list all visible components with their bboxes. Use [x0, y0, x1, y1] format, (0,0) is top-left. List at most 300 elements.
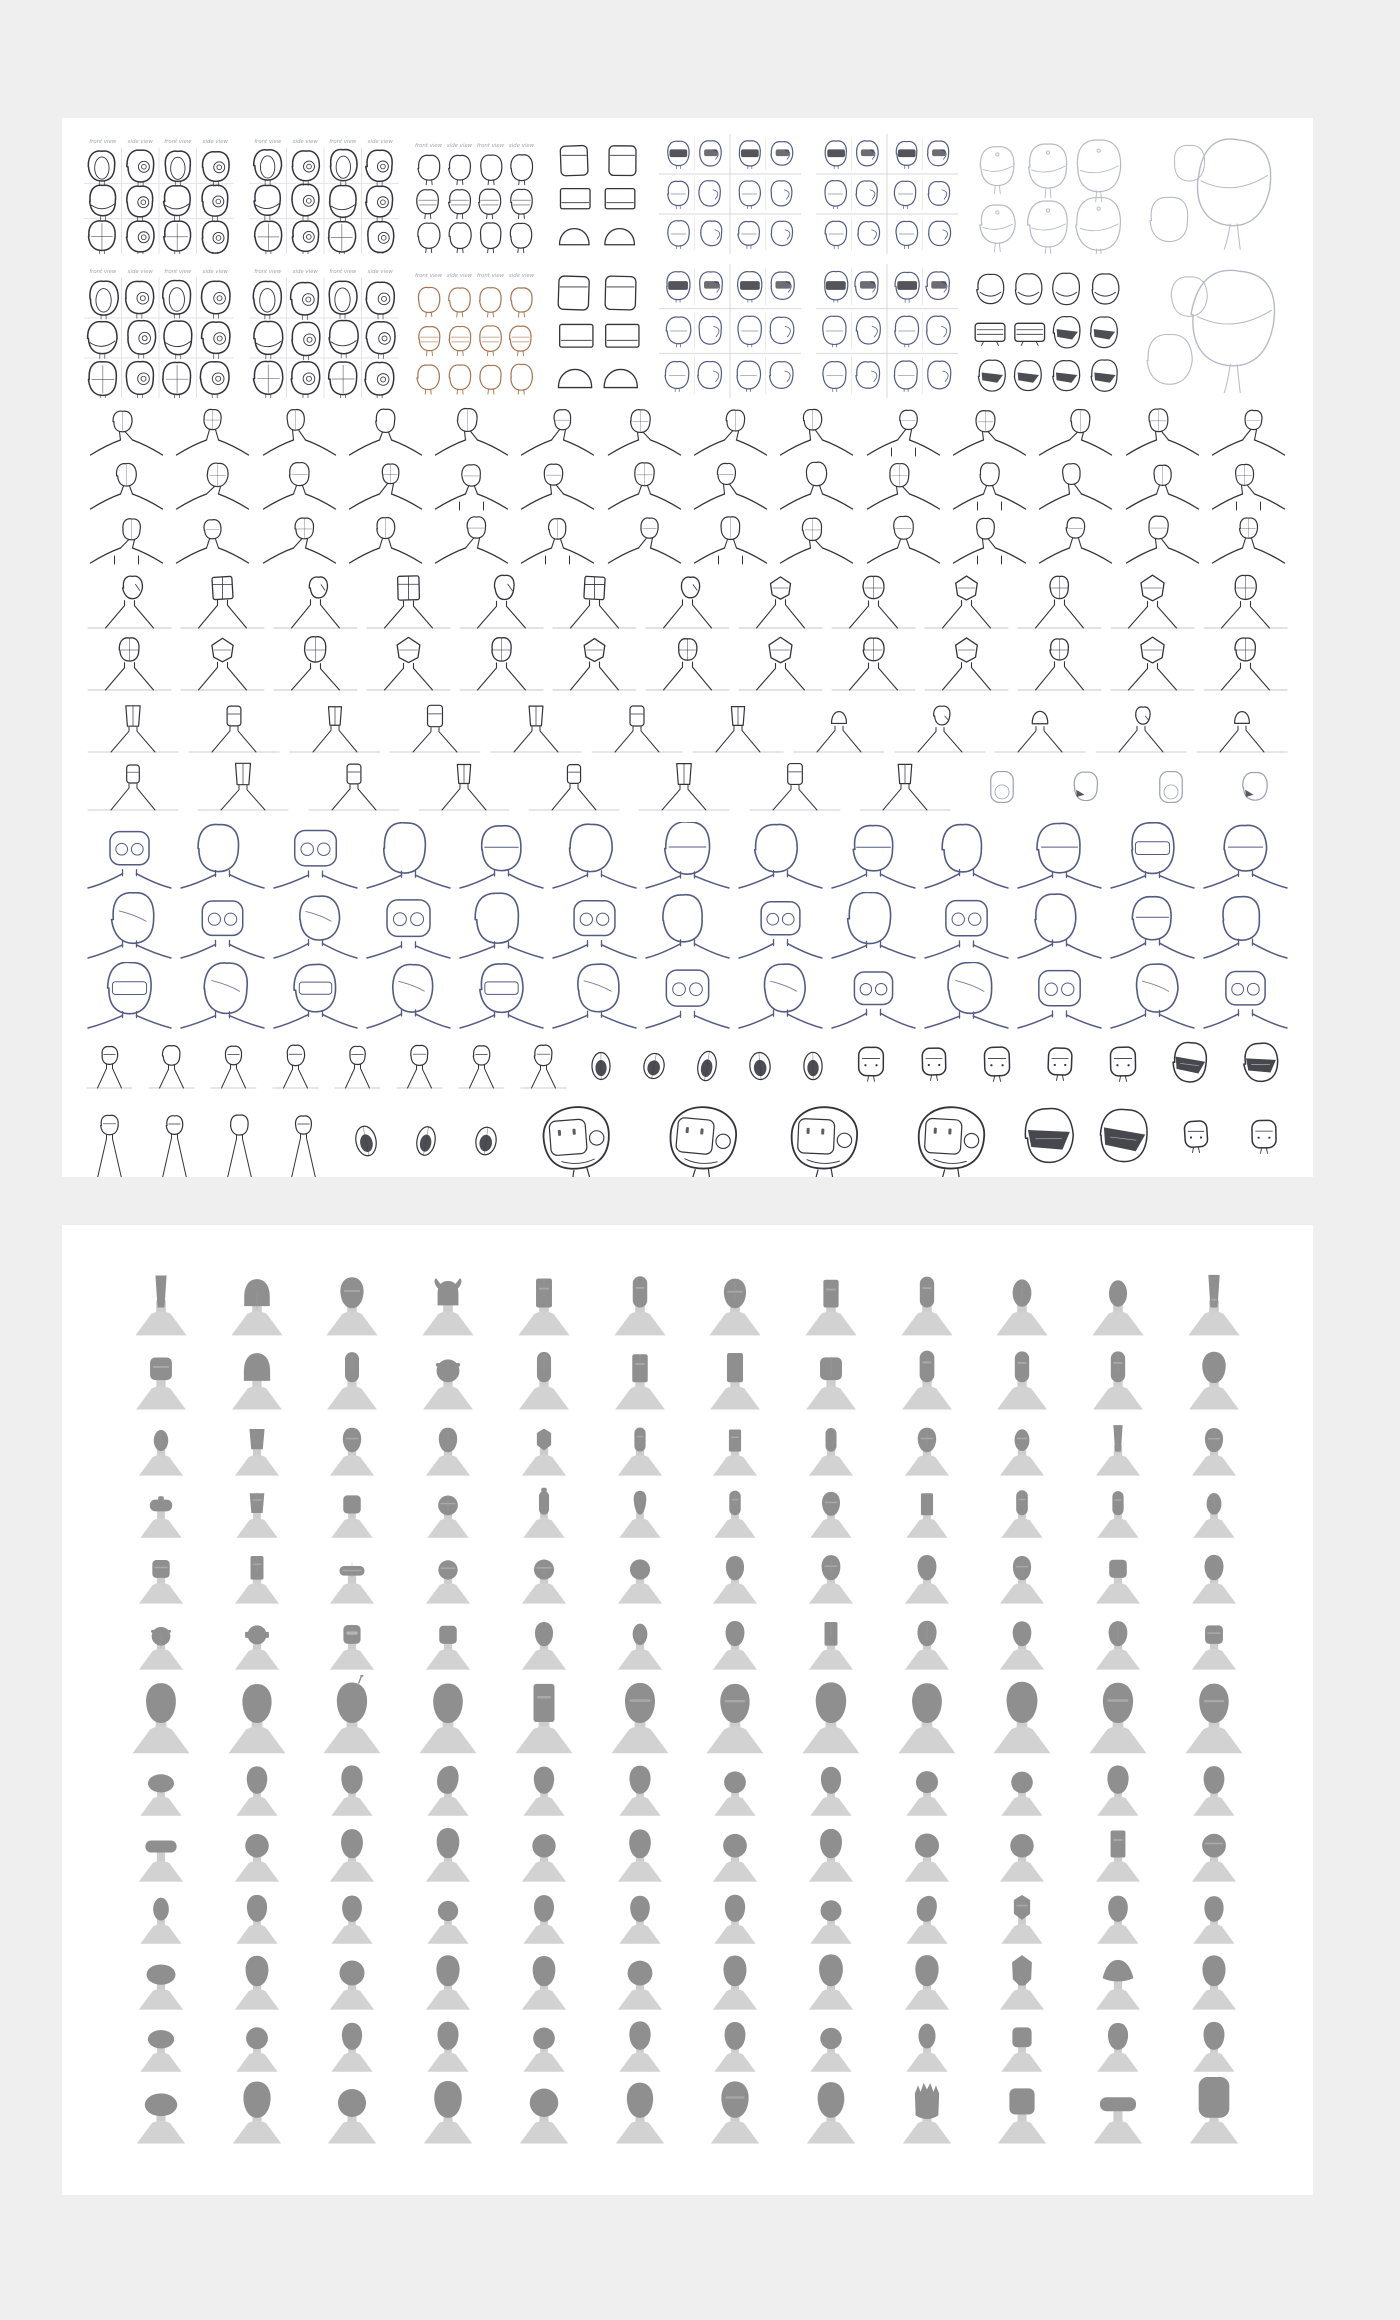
sketch-bust — [257, 514, 342, 566]
avatar-head — [530, 2089, 558, 2117]
sketch-stand2 — [386, 702, 484, 756]
avatar-shoulders — [522, 1583, 566, 1604]
sketch-stand — [828, 572, 919, 632]
sketch-eggshade — [463, 1098, 509, 1177]
avatar-egg — [786, 1759, 876, 1817]
sketch-bust — [515, 514, 600, 566]
avatar-shoulders — [428, 2052, 469, 2071]
avatar-shoulders — [522, 1649, 566, 1670]
avatar-head — [532, 1834, 555, 1857]
avatar-egg — [882, 1675, 972, 1755]
avatar-oval — [882, 2015, 972, 2073]
avatar-shoulders — [715, 1796, 756, 1815]
avatar-head — [918, 2024, 935, 2049]
sketch-bust — [515, 406, 600, 458]
avatar-caps — [786, 1415, 876, 1477]
sketch-tgVisor — [659, 134, 801, 254]
avatar-shoulders — [1192, 1583, 1236, 1604]
avatar-shoulders — [1193, 1796, 1234, 1815]
avatar-head — [1103, 1683, 1133, 1723]
avatar-head — [1013, 1621, 1032, 1646]
avatar-egg — [403, 1949, 493, 2011]
avatar-shoulders — [713, 1583, 757, 1604]
avatar-round — [499, 1821, 589, 1883]
sketch-stand — [735, 634, 826, 694]
avatar-shoulders — [233, 2121, 281, 2144]
sketch-bust — [84, 406, 169, 458]
sketch-bust — [774, 514, 859, 566]
avatar-round — [977, 1821, 1067, 1883]
avatar-head — [1015, 1429, 1030, 1451]
avatar-shoulders — [715, 1924, 756, 1943]
avatar-shoulders — [806, 1386, 856, 1409]
avatar-shoulders — [901, 1311, 952, 1335]
avatar-egg — [595, 1759, 685, 1817]
avatar-egg — [690, 1609, 780, 1671]
avatar-head — [344, 1624, 361, 1643]
avatar-egg — [212, 1887, 302, 1945]
sketch-bust — [343, 460, 428, 512]
helmet-renders-row-1 — [84, 1038, 1291, 1094]
avatar-shoulders — [1192, 1455, 1236, 1476]
avatar-head — [915, 2083, 939, 2119]
thumbnail-grids-row-2 — [84, 260, 1291, 398]
avatar-oval — [1073, 1265, 1163, 1337]
avatar-shoulders — [905, 1649, 949, 1670]
avatar-shoulders — [715, 2052, 756, 2071]
avatar-egg — [499, 1949, 589, 2011]
sketch-stand2 — [305, 760, 403, 814]
thumb-label: side view — [127, 139, 153, 145]
avatar-shoulders — [905, 1455, 949, 1476]
avatar-shoulders — [139, 1583, 183, 1604]
sketch-big — [270, 892, 361, 960]
sketch-stand2 — [689, 702, 787, 756]
avatar-shoulders — [423, 1386, 473, 1409]
sketch-smallhead — [146, 1038, 197, 1094]
avatar-head — [819, 1954, 843, 1986]
avatar-head — [438, 1901, 458, 1921]
avatar-shoulders — [1096, 1455, 1140, 1476]
avatar-head — [632, 1276, 646, 1307]
avatar-shoulders — [1000, 1861, 1044, 1882]
thumb-label: side view — [447, 273, 473, 279]
avatar-head — [341, 1277, 364, 1308]
sketch-stand — [1014, 572, 1105, 632]
sketch-tgBigFaint — [1139, 264, 1291, 398]
avatar-shoulders — [140, 1924, 181, 1943]
sketch-stand — [735, 572, 826, 632]
avatar-eggband — [977, 1543, 1067, 1605]
sketch-big — [642, 962, 733, 1030]
avatar-shoulders — [232, 1386, 282, 1409]
construction-heads-row-4 — [84, 760, 1291, 814]
sketch-smallhead — [149, 1098, 200, 1177]
avatar-egg — [307, 1821, 397, 1883]
avatar-shoulders — [137, 2121, 185, 2144]
avatar-head — [629, 1829, 651, 1858]
avatar-shoulders — [231, 1311, 282, 1335]
avatar-head — [1204, 1555, 1223, 1580]
avatar-shoulders — [713, 1861, 757, 1882]
avatar-shoulders — [330, 1649, 374, 1670]
sketch-smallhead — [84, 1098, 135, 1177]
sketch-darkmask — [1018, 1098, 1080, 1177]
thumbnail-grids-row-1 — [84, 130, 1291, 254]
avatar-head — [1103, 1960, 1134, 1982]
avatar-head — [724, 1771, 746, 1793]
avatar-head — [1113, 1491, 1124, 1515]
sketch-tgVisor — [816, 134, 958, 254]
avatar-egg — [403, 1675, 493, 1755]
avatar-shoulders — [423, 1311, 474, 1335]
avatar-wideband — [307, 1543, 397, 1605]
sketch-bust — [861, 406, 946, 458]
avatar-shoulders — [618, 1649, 662, 1670]
avatar-head — [627, 1961, 652, 1986]
avatar-head — [345, 1352, 359, 1382]
avatar-rectband — [1073, 1821, 1163, 1883]
avatar-trap — [212, 1415, 302, 1477]
avatar-head — [242, 1684, 271, 1723]
avatar-rect — [690, 1341, 780, 1411]
avatar-head — [438, 1496, 458, 1516]
sketch-bust — [343, 406, 428, 458]
avatar-head — [1108, 1896, 1128, 1922]
avatar-head — [915, 1833, 939, 1857]
avatar-head — [725, 2022, 746, 2050]
avatar-egg — [212, 1949, 302, 2011]
thumb-label: front view — [477, 273, 505, 279]
avatar-head — [437, 1766, 459, 1794]
avatar-shoulders — [805, 1311, 856, 1335]
avatar-rect — [786, 1609, 876, 1671]
avatar-fan — [1073, 1949, 1163, 2011]
thumb-label: front view — [164, 269, 192, 275]
sketch-big — [363, 822, 454, 890]
avatar-eggband — [786, 1543, 876, 1605]
avatar-eggband — [1169, 1675, 1259, 1755]
avatar-eggband — [786, 1481, 876, 1539]
thumb-label: front view — [253, 269, 281, 275]
avatar-egg — [1169, 1759, 1259, 1817]
avatar-hood — [977, 1949, 1067, 2011]
avatar-shoulders — [523, 2052, 564, 2071]
avatar-head — [340, 1960, 365, 1985]
avatar-eggband — [1169, 1415, 1259, 1477]
avatar-shoulders — [522, 1455, 566, 1476]
sketch-stand — [642, 634, 733, 694]
avatar-shoulders — [710, 1386, 760, 1409]
avatar-head — [1013, 1556, 1031, 1580]
sketch-bust — [1206, 460, 1291, 512]
avatar-egg — [403, 2015, 493, 2073]
avatar-head — [626, 2083, 652, 2118]
avatar-head — [435, 1278, 462, 1305]
sketch-tgBoxes — [552, 142, 644, 254]
avatar-shoulders — [611, 1727, 668, 1754]
avatar-shoulders — [1096, 1583, 1140, 1604]
avatar-shoulders — [426, 1989, 470, 2010]
avatar-egg — [1073, 1609, 1163, 1671]
sketch-smallhead — [214, 1098, 265, 1177]
sketch-smallhead — [518, 1038, 569, 1094]
helmet-renders-row-2 — [84, 1098, 1291, 1177]
avatar-head — [245, 1834, 269, 1858]
avatar-egg — [212, 1675, 302, 1755]
sketch-robotlarge — [646, 1098, 756, 1177]
sketch-bust — [515, 460, 600, 512]
avatar-head — [534, 1895, 554, 1922]
avatar-row-12 — [116, 2011, 1259, 2073]
avatar-shoulders — [809, 1989, 853, 2010]
avatar-head — [921, 1493, 933, 1515]
avatar-rect — [882, 1481, 972, 1539]
sketch-eggshade — [403, 1098, 449, 1177]
avatar-head — [533, 1956, 556, 1986]
avatar-shoulders — [1193, 1924, 1234, 1943]
avatar-row-2 — [116, 1337, 1259, 1411]
avatar-shoulders — [898, 1727, 955, 1754]
avatar-shoulders — [520, 2121, 568, 2144]
avatar-shoulders — [1093, 1386, 1143, 1409]
avatar-egg — [882, 1543, 972, 1605]
sketch-bust — [257, 406, 342, 458]
sketch-big — [735, 822, 826, 890]
avatar-row-1 — [116, 1261, 1259, 1337]
sketch-bust — [688, 514, 773, 566]
avatar-egg — [1169, 1949, 1259, 2011]
sketch-big — [828, 962, 919, 1030]
avatar-shoulders — [810, 1924, 851, 1943]
avatar-shoulders — [713, 1989, 757, 2010]
avatar-head — [438, 2022, 459, 2050]
avatar-shoulders — [1002, 1796, 1043, 1815]
avatar-shoulders — [619, 1518, 660, 1537]
sketch-stand2 — [588, 702, 686, 756]
avatar-shoulders — [1000, 1455, 1044, 1476]
sketch-bust — [429, 406, 514, 458]
avatar-shoulders — [809, 1583, 853, 1604]
avatar-shoulders — [618, 1455, 662, 1476]
sketch-smallhead — [456, 1038, 507, 1094]
sketch-big — [1107, 892, 1198, 960]
avatar-head — [246, 1766, 267, 1793]
thumb-label: side view — [202, 139, 228, 145]
avatar-eggband — [690, 1675, 780, 1755]
avatar-head — [439, 1428, 457, 1453]
sketch-bust — [602, 460, 687, 512]
sketch-eggshade — [739, 1038, 781, 1094]
sketch-big — [549, 962, 640, 1030]
avatar-head — [1199, 1684, 1228, 1723]
avatar-shoulders — [330, 1861, 374, 1882]
sketch-tgRound — [249, 134, 399, 254]
avatar-round — [690, 1821, 780, 1883]
avatar-row-5 — [116, 1539, 1259, 1605]
avatar-egg — [786, 2077, 876, 2145]
avatar-shoulders — [139, 1989, 183, 2010]
sketch-stand — [270, 572, 361, 632]
avatar-head — [818, 2082, 845, 2118]
avatar-head — [634, 1428, 645, 1452]
sketch-big — [177, 892, 268, 960]
avatar-head — [1109, 1560, 1127, 1578]
avatar-round — [786, 2015, 876, 2073]
avatar-shoulders — [519, 1386, 569, 1409]
sketch-robotmask — [1237, 1098, 1291, 1177]
large-heads-row-3 — [84, 962, 1291, 1030]
avatar-shoulders — [236, 1924, 277, 1943]
avatar-shoulders — [140, 1518, 181, 1537]
avatar-head — [1205, 1625, 1223, 1643]
avatar-rectband — [212, 1543, 302, 1605]
avatar-head — [151, 1627, 171, 1649]
sketch-robotmask — [1097, 1038, 1149, 1094]
avatar-square — [977, 2077, 1067, 2145]
sketch-stand — [456, 634, 547, 694]
sketch-bust — [688, 460, 773, 512]
avatar-head — [534, 1560, 554, 1580]
sketch-robotlarge — [522, 1098, 632, 1177]
construction-heads-row-1 — [84, 572, 1291, 632]
avatar-roundband — [403, 1481, 493, 1539]
avatar-shoulders — [905, 1861, 949, 1882]
sketch-stand — [1014, 634, 1105, 694]
avatar-row-9 — [116, 1817, 1259, 1883]
avatar-shoulders — [618, 1989, 662, 2010]
sketch-tgRound — [84, 134, 234, 254]
avatar-shoulders — [997, 1311, 1048, 1335]
sketch-bust — [170, 460, 255, 512]
avatar-knob — [499, 1481, 589, 1539]
avatar-shoulders — [236, 1518, 277, 1537]
avatar-head — [1017, 1490, 1029, 1515]
sketch-tgVisor — [816, 264, 958, 398]
sketch-stand2 — [891, 702, 989, 756]
avatar-head — [1202, 1955, 1225, 1986]
avatar-egg — [212, 2077, 302, 2145]
sketch-stand — [921, 572, 1012, 632]
avatar-shoulders — [994, 1727, 1051, 1754]
sketch-eggshade — [686, 1038, 728, 1094]
avatar-head — [1013, 1955, 1033, 1985]
avatar-head — [918, 1428, 936, 1453]
avatar-egg — [977, 1609, 1067, 1671]
sketch-stand2 — [746, 760, 844, 814]
avatar-row-11 — [116, 1945, 1259, 2011]
avatar-head — [917, 1621, 936, 1647]
avatar-rectband — [499, 1265, 589, 1337]
avatar-shoulders — [1002, 2052, 1043, 2071]
sketch-big — [270, 822, 361, 890]
sketch-stand — [456, 572, 547, 632]
avatar-egg — [1169, 2015, 1259, 2073]
avatar-head — [724, 1956, 747, 1987]
avatar-wide — [1073, 2077, 1163, 2145]
sketch-big — [1107, 822, 1198, 890]
avatar-head — [1010, 2088, 1035, 2114]
avatar-shoulders — [332, 2052, 373, 2071]
sketch-big — [456, 822, 547, 890]
avatar-egg — [116, 1675, 206, 1755]
avatar-eggband — [307, 1265, 397, 1337]
construction-heads-row-3 — [84, 702, 1291, 756]
sketch-bust — [1033, 406, 1118, 458]
avatar-round — [595, 1543, 685, 1605]
avatar-head — [438, 1560, 457, 1579]
avatar-round — [403, 1887, 493, 1945]
sketch-bust — [602, 514, 687, 566]
avatar-shoulders — [523, 1924, 564, 1943]
sketch-tgVisor — [659, 264, 801, 398]
avatar-roundband — [403, 1543, 493, 1605]
avatar-egg — [690, 2015, 780, 2073]
sketch-bust — [1033, 514, 1118, 566]
avatar-head — [1111, 1831, 1126, 1858]
avatar-head — [152, 1560, 169, 1578]
sketch-smallhead — [278, 1098, 329, 1177]
avatar-head — [1199, 2077, 1230, 2118]
avatar-shoulders — [1192, 1861, 1236, 1882]
avatar-egg — [307, 1759, 397, 1817]
sketch-stand — [1107, 572, 1198, 632]
avatar-head — [1204, 1896, 1223, 1922]
avatar-head — [1109, 1621, 1128, 1646]
sketch-robotmask — [845, 1038, 897, 1094]
thumb-label: front view — [253, 139, 281, 145]
avatar-shoulders — [1098, 1924, 1139, 1943]
avatar-capsband — [1073, 1341, 1163, 1411]
large-heads-row-1 — [84, 822, 1291, 890]
thumb-label: side view — [292, 269, 318, 275]
avatar-round — [499, 2077, 589, 2145]
avatar-head — [633, 1491, 646, 1515]
avatar-squareband — [116, 1341, 206, 1411]
avatar-head — [1109, 1280, 1127, 1307]
sketch-big — [921, 822, 1012, 890]
avatar-head — [437, 1828, 460, 1858]
avatar-round — [595, 1949, 685, 2011]
avatar-egg — [499, 1887, 589, 1945]
avatar-egg — [977, 1675, 1067, 1755]
avatar-shoulders — [139, 1861, 183, 1882]
avatar-head — [1012, 1772, 1034, 1794]
sketch-big — [828, 822, 919, 890]
avatar-capsband — [1073, 1481, 1163, 1539]
thumb-label: front view — [89, 269, 117, 275]
avatar-shoulders — [618, 1583, 662, 1604]
avatar-shoulders — [998, 1386, 1048, 1409]
avatar-eggband — [882, 1415, 972, 1477]
sketch-shape — [1050, 760, 1122, 814]
avatar-shoulders — [330, 1989, 374, 2010]
thumb-label: front view — [328, 269, 356, 275]
avatar-shoulders — [518, 1311, 569, 1335]
avatar-head — [434, 2081, 462, 2118]
avatar-shoulders — [1190, 2121, 1238, 2144]
sketch-bust — [774, 460, 859, 512]
avatar-egg — [786, 1821, 876, 1883]
avatar-head — [246, 2027, 268, 2049]
avatar-shoulders — [424, 2121, 472, 2144]
avatar-shoulders — [328, 1386, 378, 1409]
sketch-bust — [688, 406, 773, 458]
thumb-label: front view — [415, 273, 443, 279]
avatar-square — [403, 1609, 493, 1671]
construction-heads-row-2 — [84, 634, 1291, 694]
avatar-oval — [116, 1415, 206, 1477]
